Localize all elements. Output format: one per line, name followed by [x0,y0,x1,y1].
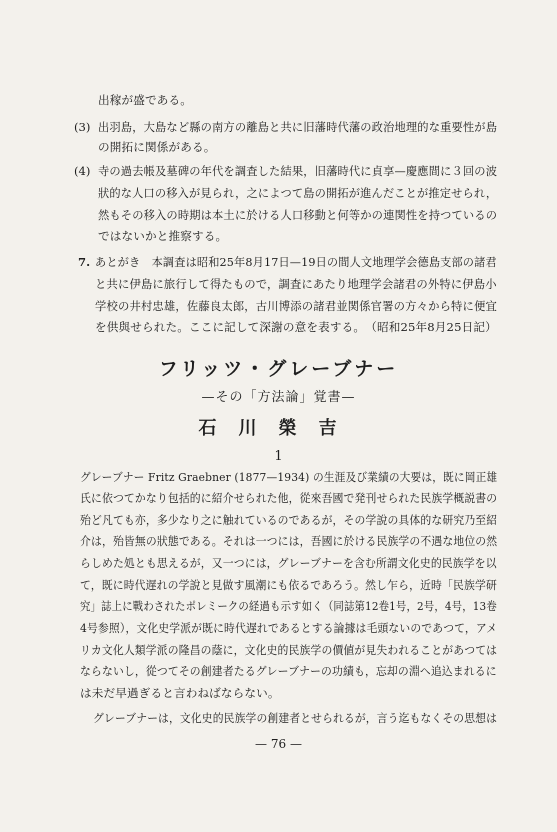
text-line: ならないし，從つてその創建者たるグレーブナーの功績も，忘却の淵へ追込まれるに [80,664,497,678]
item-number: 7. [78,255,91,269]
article-author: 石川榮吉 [198,418,359,439]
text-line: て，既に時代遅れの学說と見做す風潮にも依るであろう。然し乍ら，近時「民族学研 [80,578,497,592]
text-line: ではないかと推察する。 [98,229,228,243]
item-number: (3) [74,120,91,134]
text-line: 究」誌上に戰わされたポレミークの経過も示す如く（同誌第12卷1号，2号，4号，13卷 [80,599,497,613]
text-line: グレーブナー Fritz Graebner (1877—1934) の生涯及び業績の大要は，既に岡正雄 [80,470,498,484]
section-number: 1 [274,449,283,464]
text-line: リカ文化人類学派の隆昌の蔭に，文化史的民族学の價値が見失われることがあつては [80,643,498,657]
text-line: 出羽島，大島など縣の南方の離島と共に旧藩時代藩の政治地理的な重要性が島 [98,120,498,134]
page-number: — 76 — [255,737,302,751]
text-line: は未だ早過ぎると言わねばならない。 [80,686,280,700]
text-line: と共に伊島に旅行して得たもので，調査にあたり地理学会諸君の外特に伊島小 [95,277,497,291]
text-line: あとがき 本調査は昭和25年8月17日—19日の間人文地理学会德島支部の諸君 [95,255,497,269]
text-line: 介は，殆皆無の狀態である。それは一つには，吾國に於ける民族学の不遇な地位の然 [80,534,498,548]
text-line: 学校の井村忠雄，佐藤良太郎，古川博添の諸君並関係官署の方々から特に便宜 [95,299,498,313]
text-line: 4号参照），文化史学派が既に時代遅れであるとする論據は毛頭ないのであつて，アメ [80,621,498,635]
text-line: を供與せられた。ここに記して深謝の意を表する。 （昭和25年8月25日記） [95,320,497,334]
item-number: (4) [74,164,91,178]
text-line: 殆ど凡ても亦，多少なり之に触れているのであるが，その学說の具体的な研究乃至紹 [80,513,498,527]
text-line: の開拓に関係がある。 [98,140,216,154]
article-subtitle: —その「方法論」覚書— [201,390,356,405]
text-line: 狀的な人口の移入が見られ，之によつて島の開拓が進んだことが推定せられ， [98,186,498,200]
text-line: 寺の過去帳及墓碑の年代を調査した結果，旧藩時代に貞享—慶應間に３回の波 [98,164,498,178]
text-line: 出稼が盛である。 [98,93,192,107]
text-line: 氏に依つてかなり包括的に紹介せられた他，從來吾國で発刊せられた民族学概説書の [80,491,498,505]
text-line: らしめた処とも思えるが，又一つには，グレーブナーを含む所謂文化史的民族学を以 [80,556,497,570]
text-line: グレーブナーは，文化史的民族学の創建者とせられるが，言う迄もなくその思想は [93,711,498,725]
article-title: フリッツ・グレーブナー [158,358,399,380]
text-line: 然もその移入の時期は本土に於ける人口移動と何等かの連関性を持つているの [98,208,498,222]
